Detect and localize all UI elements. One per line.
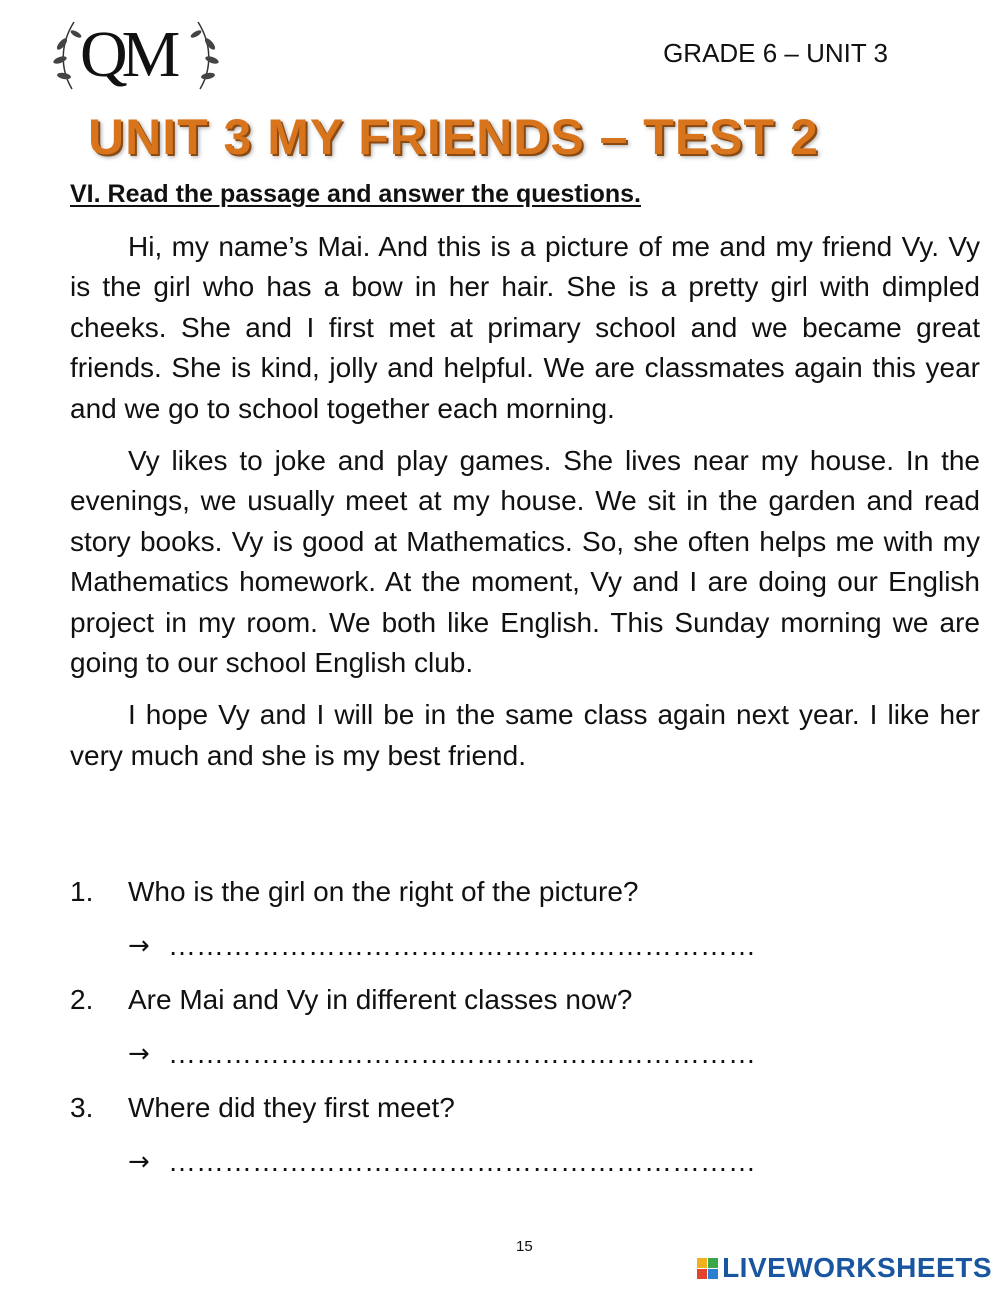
- answer-line[interactable]: [70, 1142, 980, 1196]
- question-item: [70, 872, 980, 926]
- question-text: Are Mai and Vy in different classes now?: [128, 984, 633, 1015]
- answer-line[interactable]: [70, 926, 980, 980]
- answer-blank[interactable]: ………………………………………………………: [168, 1038, 756, 1069]
- passage-paragraph: I hope Vy and I will be in the same class again next year. I like her very much and she is my best friend.: [70, 699, 980, 771]
- brand-logo: [697, 1252, 992, 1284]
- question-number: 3.: [70, 1092, 94, 1123]
- page-title: UNIT 3 MY FRIENDS – TEST 2: [88, 109, 819, 165]
- passage-paragraph: Vy likes to joke and play games. She lives near my house. In the evenings, we usually meet at my house. We sit in the garden and read story books. Vy is good at Mathematics. So, she often helps me with my Mathematics homework. At the moment, Vy and I are doing our English project in my room. We both like English. This Sunday morning we are going to our school English club.: [70, 445, 980, 679]
- page-number: 15: [516, 1238, 533, 1255]
- grade-label: GRADE 6 – UNIT 3: [663, 38, 888, 68]
- question-text: Where did they first meet?: [128, 1092, 455, 1123]
- answer-line[interactable]: [70, 1034, 980, 1088]
- question-text: Who is the girl on the right of the picture?: [128, 876, 639, 907]
- passage-paragraph: Hi, my name’s Mai. And this is a picture of me and my friend Vy. Vy is the girl who has a bow in her hair. She is a pretty girl with dimpled cheeks. She and I first met at primary school and we became great friends. She is kind, jolly and helpful. We are classmates again this year and we go to school together each morning.: [70, 231, 980, 424]
- reading-passage: [70, 227, 980, 788]
- answer-blank[interactable]: ………………………………………………………: [168, 930, 756, 961]
- liveworksheets-icon: [697, 1258, 718, 1279]
- logo-text: QM: [80, 18, 175, 91]
- logo: [50, 14, 220, 104]
- arrow-icon: →: [128, 931, 150, 961]
- question-list: [70, 872, 980, 1196]
- question-item: [70, 1088, 980, 1142]
- brand-text: LIVEWORKSHEETS: [722, 1252, 992, 1283]
- question-number: 2.: [70, 984, 94, 1015]
- section-heading: VI. Read the passage and answer the questions.: [70, 180, 641, 208]
- arrow-icon: →: [128, 1039, 150, 1069]
- arrow-icon: →: [128, 1147, 150, 1177]
- answer-blank[interactable]: ………………………………………………………: [168, 1146, 756, 1177]
- question-item: [70, 980, 980, 1034]
- question-number: 1.: [70, 876, 94, 907]
